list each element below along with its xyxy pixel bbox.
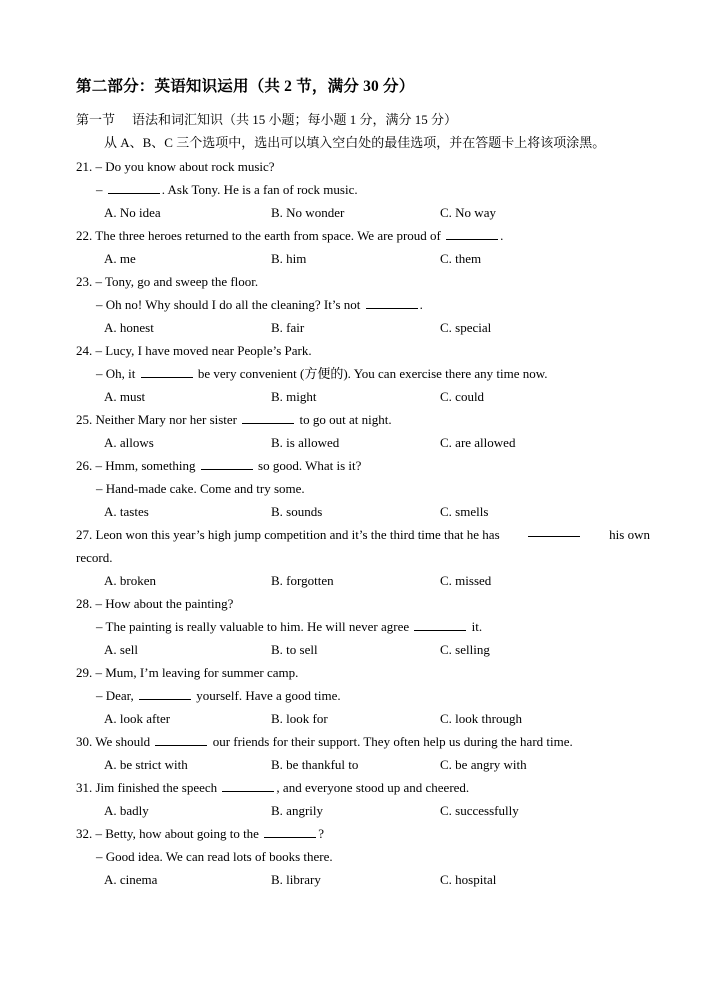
question-text: 22. The three heroes returned to the earth from space. We are proud of bbox=[76, 228, 445, 243]
question-text: 31. Jim finished the speech bbox=[76, 780, 221, 795]
option-b: B. to sell bbox=[271, 642, 318, 657]
question-line bbox=[76, 293, 650, 316]
question-text: his own bbox=[609, 527, 650, 542]
question-item bbox=[76, 822, 650, 891]
option-b: B. library bbox=[271, 872, 321, 887]
question-text: so good. What is it? bbox=[254, 458, 362, 473]
section-label: 第一节 bbox=[76, 112, 116, 127]
option-a: A. No idea bbox=[104, 205, 161, 220]
question-item bbox=[76, 270, 650, 339]
option-a: A. honest bbox=[104, 320, 154, 335]
question-text: it. bbox=[468, 619, 483, 634]
answer-blank bbox=[366, 295, 418, 309]
option-a: A. tastes bbox=[104, 504, 149, 519]
question-text: , and everyone stood up and cheered. bbox=[276, 780, 470, 795]
question-text: – Good idea. We can read lots of books there. bbox=[96, 849, 333, 864]
question-item bbox=[76, 776, 650, 822]
question-stem bbox=[76, 523, 650, 546]
answer-blank bbox=[201, 456, 253, 470]
question-text: . bbox=[500, 228, 504, 243]
option-row bbox=[76, 500, 650, 523]
question-text: – bbox=[96, 182, 106, 197]
option-a: A. badly bbox=[104, 803, 149, 818]
question-stem bbox=[76, 408, 650, 431]
question-text: – Oh, it bbox=[96, 366, 139, 381]
option-row bbox=[76, 316, 650, 339]
question-text: 23. – Tony, go and sweep the floor. bbox=[76, 274, 259, 289]
option-a: A. must bbox=[104, 389, 146, 404]
option-a: A. look after bbox=[104, 711, 171, 726]
question-text: 21. – Do you know about rock music? bbox=[76, 159, 275, 174]
question-text: 32. – Betty, how about going to the bbox=[76, 826, 263, 841]
question-line bbox=[76, 684, 650, 707]
option-c: C. be angry with bbox=[440, 757, 527, 772]
question-text: be very convenient (方便的). You can exercise there any time now. bbox=[194, 366, 548, 381]
question-text: . Ask Tony. He is a fan of rock music. bbox=[161, 182, 358, 197]
option-c: C. look through bbox=[440, 711, 522, 726]
option-a: A. me bbox=[104, 251, 136, 266]
option-row bbox=[76, 638, 650, 661]
option-b: B. might bbox=[271, 389, 317, 404]
option-row bbox=[76, 569, 650, 592]
question-item bbox=[76, 454, 650, 523]
question-line bbox=[76, 845, 650, 868]
option-c: C. successfully bbox=[440, 803, 519, 818]
answer-blank bbox=[414, 617, 466, 631]
section-title: 语法和词汇知识（共 15 小题；每小题 1 分，满分 15 分） bbox=[132, 112, 458, 127]
answer-blank bbox=[528, 523, 580, 537]
option-c: C. them bbox=[440, 251, 482, 266]
answer-blank bbox=[242, 410, 294, 424]
option-row bbox=[76, 247, 650, 270]
option-c: C. selling bbox=[440, 642, 490, 657]
option-row bbox=[76, 385, 650, 408]
question-text: 26. – Hmm, something bbox=[76, 458, 199, 473]
question-text: our friends for their support. They often help us during the hard time. bbox=[209, 734, 573, 749]
question-line bbox=[76, 546, 650, 569]
section-heading bbox=[76, 109, 457, 128]
option-a: A. allows bbox=[104, 435, 154, 450]
question-text: 29. – Mum, I’m leaving for summer camp. bbox=[76, 665, 299, 680]
part-title: 第二部分：英语知识运用（共 2 节，满分 30 分） bbox=[76, 78, 415, 95]
question-text: – Oh no! Why should I do all the cleaning? It’s not bbox=[96, 297, 364, 312]
question-item bbox=[76, 155, 650, 224]
question-item bbox=[76, 408, 650, 454]
question-text: 30. We should bbox=[76, 734, 154, 749]
question-line bbox=[76, 615, 650, 638]
option-c: C. No way bbox=[440, 205, 496, 220]
answer-blank bbox=[155, 732, 207, 746]
answer-blank bbox=[264, 824, 316, 838]
option-b: B. look for bbox=[271, 711, 328, 726]
question-text: yourself. Have a good time. bbox=[193, 688, 341, 703]
question-text: – Hand-made cake. Come and try some. bbox=[96, 481, 305, 496]
option-b: B. him bbox=[271, 251, 307, 266]
question-text: to go out at night. bbox=[296, 412, 392, 427]
question-line bbox=[76, 178, 650, 201]
question-text: ? bbox=[318, 826, 324, 841]
question-text: 24. – Lucy, I have moved near People’s Park. bbox=[76, 343, 312, 358]
question-text: 25. Neither Mary nor her sister bbox=[76, 412, 241, 427]
question-item bbox=[76, 339, 650, 408]
question-text: – The painting is really valuable to him. He will never agree bbox=[96, 619, 413, 634]
answer-blank bbox=[446, 226, 498, 240]
question-stem bbox=[76, 155, 650, 178]
question-list bbox=[76, 155, 650, 891]
question-item bbox=[76, 224, 650, 270]
question-text: record. bbox=[76, 550, 113, 565]
answer-blank bbox=[222, 778, 274, 792]
option-row bbox=[76, 799, 650, 822]
option-c: C. missed bbox=[440, 573, 492, 588]
option-c: C. hospital bbox=[440, 872, 497, 887]
option-a: A. be strict with bbox=[104, 757, 188, 772]
question-item bbox=[76, 661, 650, 730]
question-text: . bbox=[419, 297, 423, 312]
question-stem bbox=[76, 224, 650, 247]
question-stem bbox=[76, 822, 650, 845]
option-row bbox=[76, 868, 650, 891]
option-a: A. cinema bbox=[104, 872, 158, 887]
question-stem bbox=[76, 592, 650, 615]
option-c: C. smells bbox=[440, 504, 489, 519]
option-b: B. angrily bbox=[271, 803, 323, 818]
question-stem bbox=[76, 270, 650, 293]
option-b: B. is allowed bbox=[271, 435, 340, 450]
question-stem bbox=[76, 776, 650, 799]
section-instruction: 从 A、B、C 三个选项中，选出可以填入空白处的最佳选项，并在答题卡上将该项涂黑。 bbox=[104, 135, 606, 150]
question-text: 27. Leon won this year’s high jump competition and it’s the third time that he has bbox=[76, 527, 500, 542]
option-c: C. could bbox=[440, 389, 485, 404]
question-item bbox=[76, 730, 650, 776]
option-row bbox=[76, 431, 650, 454]
question-item bbox=[76, 523, 650, 592]
option-c: C. special bbox=[440, 320, 492, 335]
answer-blank bbox=[108, 180, 160, 194]
option-a: A. sell bbox=[104, 642, 138, 657]
option-b: B. No wonder bbox=[271, 205, 345, 220]
option-a: A. broken bbox=[104, 573, 156, 588]
question-text: 28. – How about the painting? bbox=[76, 596, 234, 611]
question-stem bbox=[76, 339, 650, 362]
option-row bbox=[76, 753, 650, 776]
question-text: – Dear, bbox=[96, 688, 137, 703]
answer-blank bbox=[139, 686, 191, 700]
option-row bbox=[76, 707, 650, 730]
option-row bbox=[76, 201, 650, 224]
option-b: B. fair bbox=[271, 320, 305, 335]
answer-blank bbox=[141, 364, 193, 378]
question-stem bbox=[76, 454, 650, 477]
question-line bbox=[76, 477, 650, 500]
option-b: B. forgotten bbox=[271, 573, 334, 588]
question-item bbox=[76, 592, 650, 661]
question-stem bbox=[76, 730, 650, 753]
option-b: B. be thankful to bbox=[271, 757, 359, 772]
option-c: C. are allowed bbox=[440, 435, 516, 450]
question-line bbox=[76, 362, 650, 385]
question-stem bbox=[76, 661, 650, 684]
option-b: B. sounds bbox=[271, 504, 323, 519]
